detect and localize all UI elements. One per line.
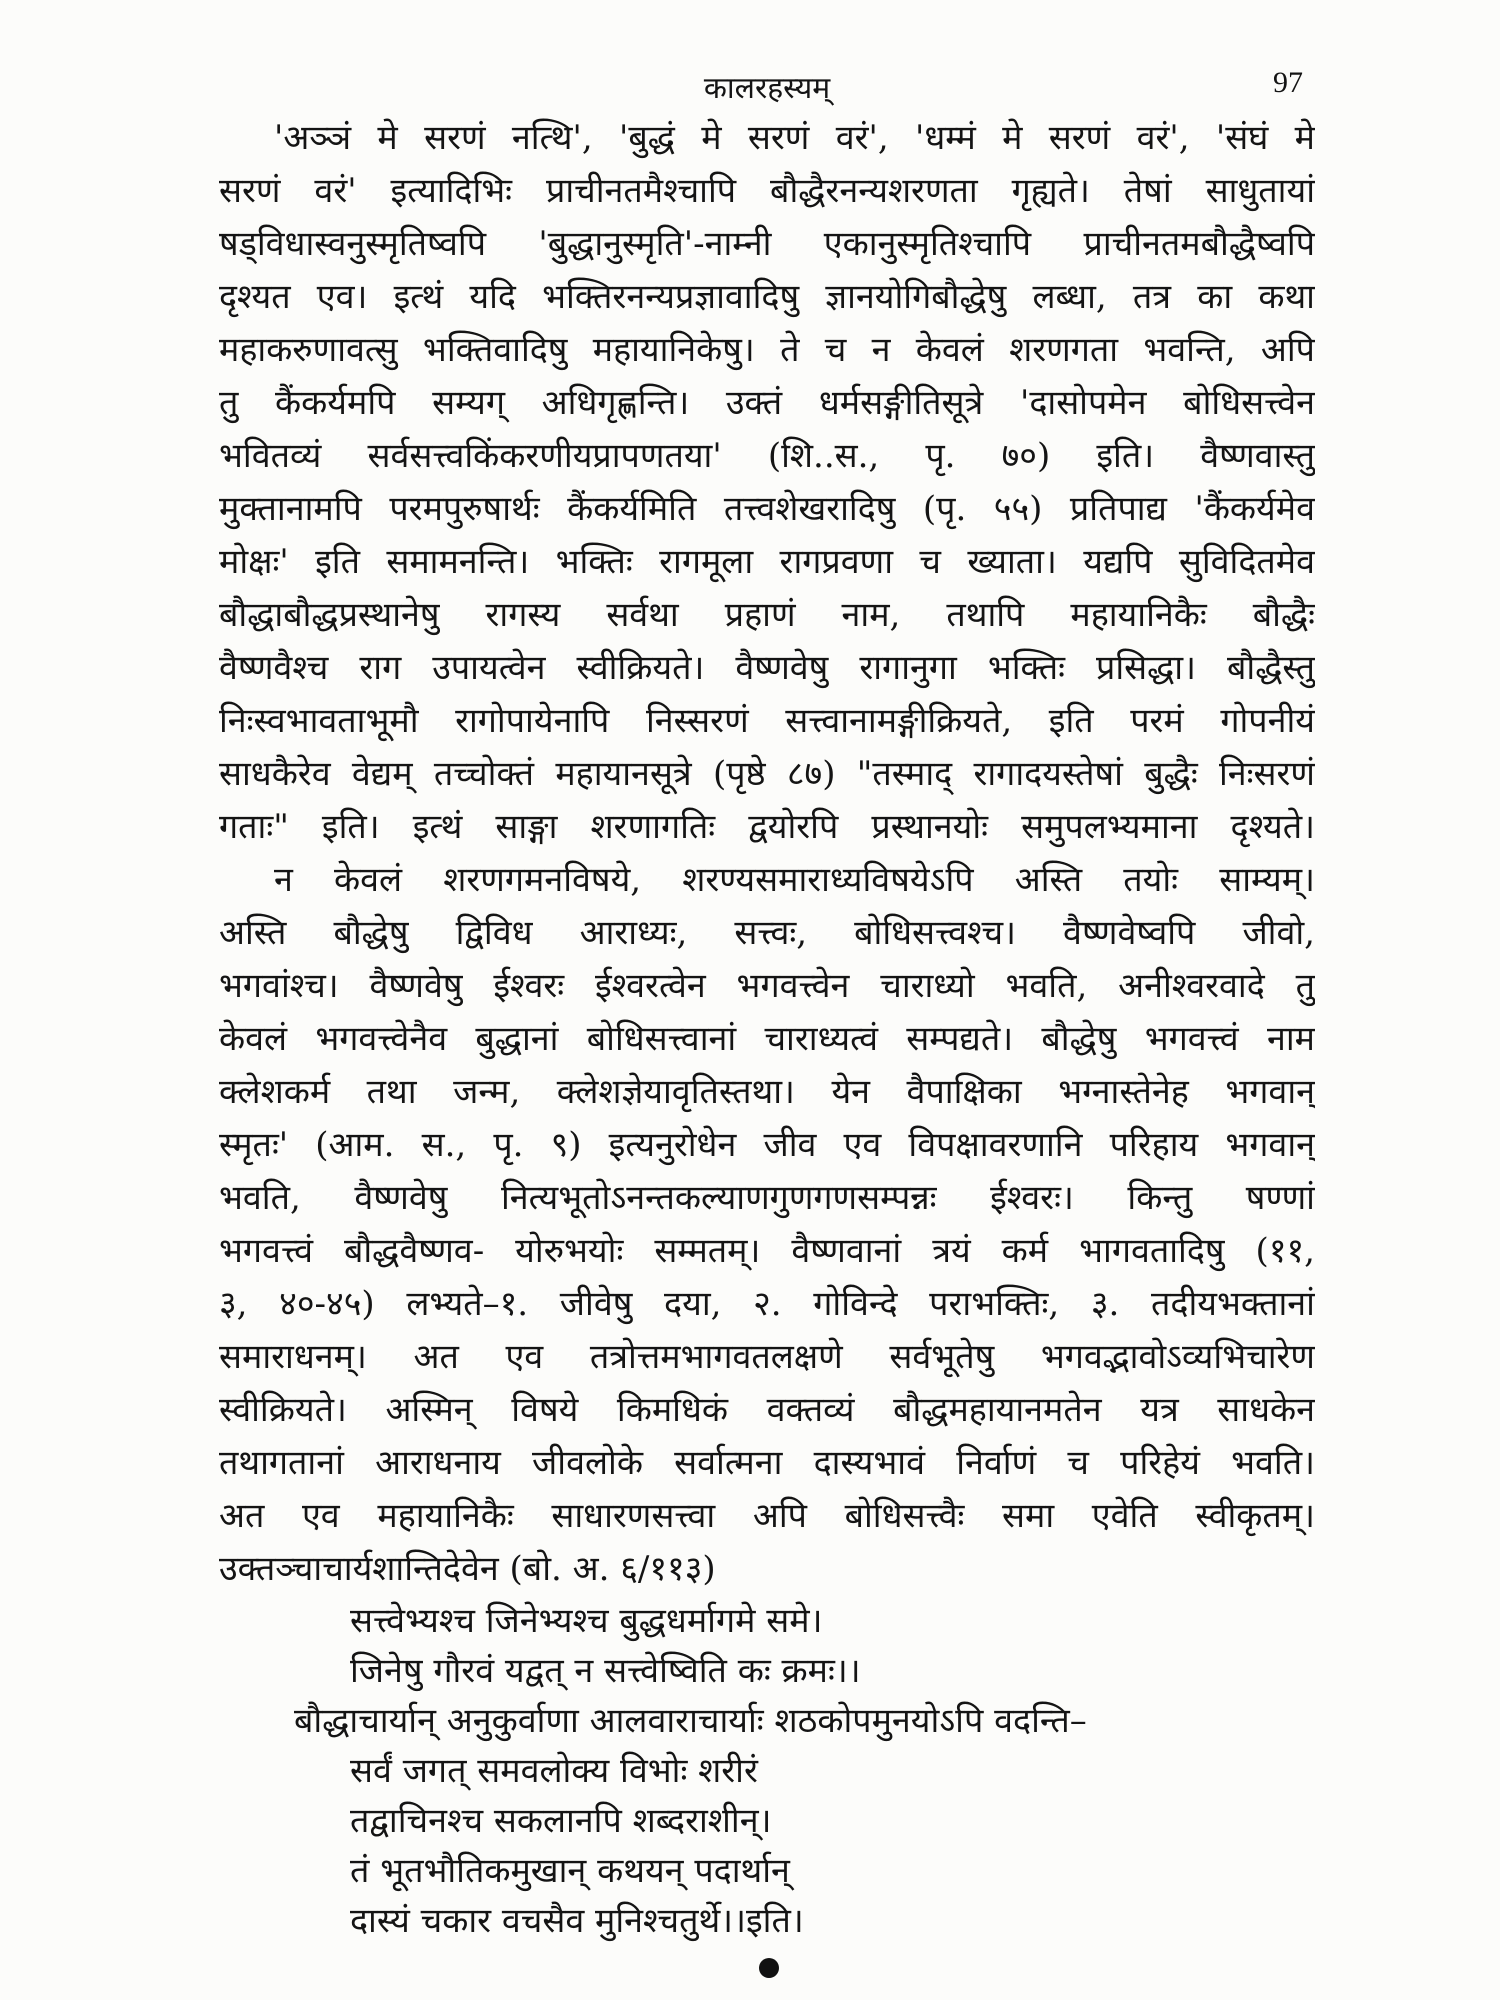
text-line: बौद्धाबौद्धप्रस्थानेषु रागस्य सर्वथा प्रहाणं नाम, तथापि महायानिकैः बौद्धैः (219, 595, 1315, 635)
running-head (219, 66, 1315, 112)
text-block (219, 112, 1315, 1978)
text-line: समाराधनम्। अत एव तत्रोत्तमभागवतलक्षणे सर्वभूतेषु भगवद्भावोऽव्यभिचारेण (219, 1337, 1315, 1377)
verse-1 (219, 1596, 1315, 1696)
text-line: भगवांश्च। वैष्णवेषु ईश्वरः ईश्वरत्वेन भगवत्त्वेन चाराध्यो भवति, अनीश्वरवादे तु (219, 966, 1315, 1006)
text-line: स्मृतः' (आम. स., पृ. ९) इत्यनुरोधेन जीव एव विपक्षावरणानि परिहाय भगवान् (219, 1125, 1315, 1165)
text-line: साधकैरेव वेद्यम् तच्चोक्तं महायानसूत्रे (पृष्ठे ८७) "तस्माद् रागादयस्तेषां बुद्धैः निःसरणं (219, 754, 1315, 794)
verse-line: जिनेषु गौरवं यद्वत् न सत्त्वेष्विति कः क्रमः।। (350, 1651, 861, 1691)
text-line: भवति, वैष्णवेषु नित्यभूतोऽनन्तकल्याणगुणगणसम्पन्नः ईश्वरः। किन्तु षण्णां (219, 1178, 1315, 1218)
text-line: मुक्तानामपि परमपुरुषार्थः कैंकर्यमिति तत्त्वशेखरादिषु (पृ. ५५) प्रतिपाद्य 'कैंकर्यमेव (219, 489, 1315, 529)
verse-line: तद्वाचिनश्च सकलानपि शब्दराशीन्। (350, 1801, 772, 1841)
verse-line: दास्यं चकार वचसैव मुनिश्चतुर्थे।।इति। (350, 1901, 804, 1941)
text-line: तु कैंकर्यमपि सम्यग् अधिगृह्णन्ति। उक्तं धर्मसङ्गीतिसूत्रे 'दासोपमेन बोधिसत्त्वेन (219, 383, 1315, 423)
text-line: वैष्णवैश्च राग उपायत्वेन स्वीक्रियते। वैष्णवेषु रागानुगा भक्तिः प्रसिद्धा। बौद्धैस्तु (219, 648, 1315, 688)
verse-line: सर्वं जगत् समवलोक्य विभोः शरीरं (350, 1751, 758, 1791)
text-line: महाकरुणावत्सु भक्तिवादिषु महायानिकेषु। ते च न केवलं शरणगता भवन्ति, अपि (219, 330, 1315, 370)
text-line: स्वीक्रियते। अस्मिन् विषये किमधिकं वक्तव्यं बौद्धमहायानमतेन यत्र साधकेन (219, 1390, 1315, 1430)
text-line: क्लेशकर्म तथा जन्म, क्लेशज्ञेयावृतिस्तथा। येन वैपाक्षिका भग्नास्तेनेह भगवान् (219, 1072, 1315, 1112)
paragraph-2 (219, 854, 1315, 1596)
verse-2 (219, 1746, 1315, 1946)
text-line: तथागतानां आराधनाय जीवलोके सर्वात्मना दास्यभावं निर्वाणं च परिहेयं भवति। (219, 1443, 1315, 1483)
paragraph-1 (219, 112, 1315, 854)
text-line: भवितव्यं सर्वसत्त्वकिंकरणीयप्रापणतया' (शि..स., पृ. ७०) इति। वैष्णवास्तु (219, 436, 1315, 476)
text-line: षड्विधास्वनुस्मृतिष्वपि 'बुद्धानुस्मृति'-नाम्नी एकानुस्मृतिश्चापि प्राचीनतमबौद्धैष्वपि (219, 224, 1315, 264)
page-number: 97 (1273, 66, 1303, 99)
verse-intro-line: बौद्धाचार्यान् अनुकुर्वाणा आलवाराचार्याः शठकोपमुनयोऽपि वदन्ति– (294, 1701, 1087, 1741)
text-line: अस्ति बौद्धेषु द्विविध आराध्यः, सत्त्वः, बोधिसत्त्वश्च। वैष्णवेष्वपि जीवो, (219, 913, 1315, 953)
text-line: 'अञ्ञं मे सरणं नत्थि', 'बुद्धं मे सरणं वरं', 'धम्मं मे सरणं वरं', 'संघं मे (274, 118, 1315, 158)
text-line: न केवलं शरणगमनविषये, शरण्यसमाराध्यविषयेऽपि अस्ति तयोः साम्यम्। (274, 860, 1315, 900)
verse-line: सत्त्वेभ्यश्च जिनेभ्यश्च बुद्धधर्मागमे समे। (350, 1601, 823, 1641)
text-line: केवलं भगवत्त्वेनैव बुद्धानां बोधिसत्त्वानां चाराध्यत्वं सम्पद्यते। बौद्धेषु भगवत्त्वं नाम (219, 1019, 1315, 1059)
text-line: उक्तञ्चाचार्यशान्तिदेवेन (बो. अ. ६/११३) (219, 1549, 716, 1589)
text-line: दृश्यत एव। इत्थं यदि भक्तिरनन्यप्रज्ञावादिषु ज्ञानयोगिबौद्धेषु लब्धा, तत्र का कथा (219, 277, 1315, 317)
text-line: निःस्वभावताभूमौ रागोपायेनापि निस्सरणं सत्त्वानामङ्गीक्रियते, इति परमं गोपनीयं (219, 701, 1315, 741)
text-line: ३, ४०-४५) लभ्यते–१. जीवेषु दया, २. गोविन्दे पराभक्तिः, ३. तदीयभक्तानां (219, 1284, 1315, 1324)
end-ornament (759, 1958, 779, 1978)
text-line: मोक्षः' इति समामनन्ति। भक्तिः रागमूला रागप्रवणा च ख्याता। यद्यपि सुविदितमेव (219, 542, 1315, 582)
text-line: अत एव महायानिकैः साधारणसत्त्वा अपि बोधिसत्त्वैः समा एवेति स्वीकृतम्। (219, 1496, 1315, 1536)
running-head-title: कालरहस्यम् (703, 71, 831, 106)
text-line: भगवत्त्वं बौद्धवैष्णव- योरुभयोः सम्मतम्। वैष्णवानां त्रयं कर्म भागवतादिषु (११, (219, 1231, 1315, 1271)
verse-line: तं भूतभौतिकमुखान् कथयन् पदार्थान् (350, 1851, 790, 1891)
text-line: सरणं वरं' इत्यादिभिः प्राचीनतमैश्चापि बौद्धैरनन्यशरणता गृह्यते। तेषां साधुतायां (219, 171, 1315, 211)
text-line: गताः" इति। इत्थं साङ्गा शरणागतिः द्वयोरपि प्रस्थानयोः समुपलभ्यमाना दृश्यते। (219, 807, 1315, 847)
